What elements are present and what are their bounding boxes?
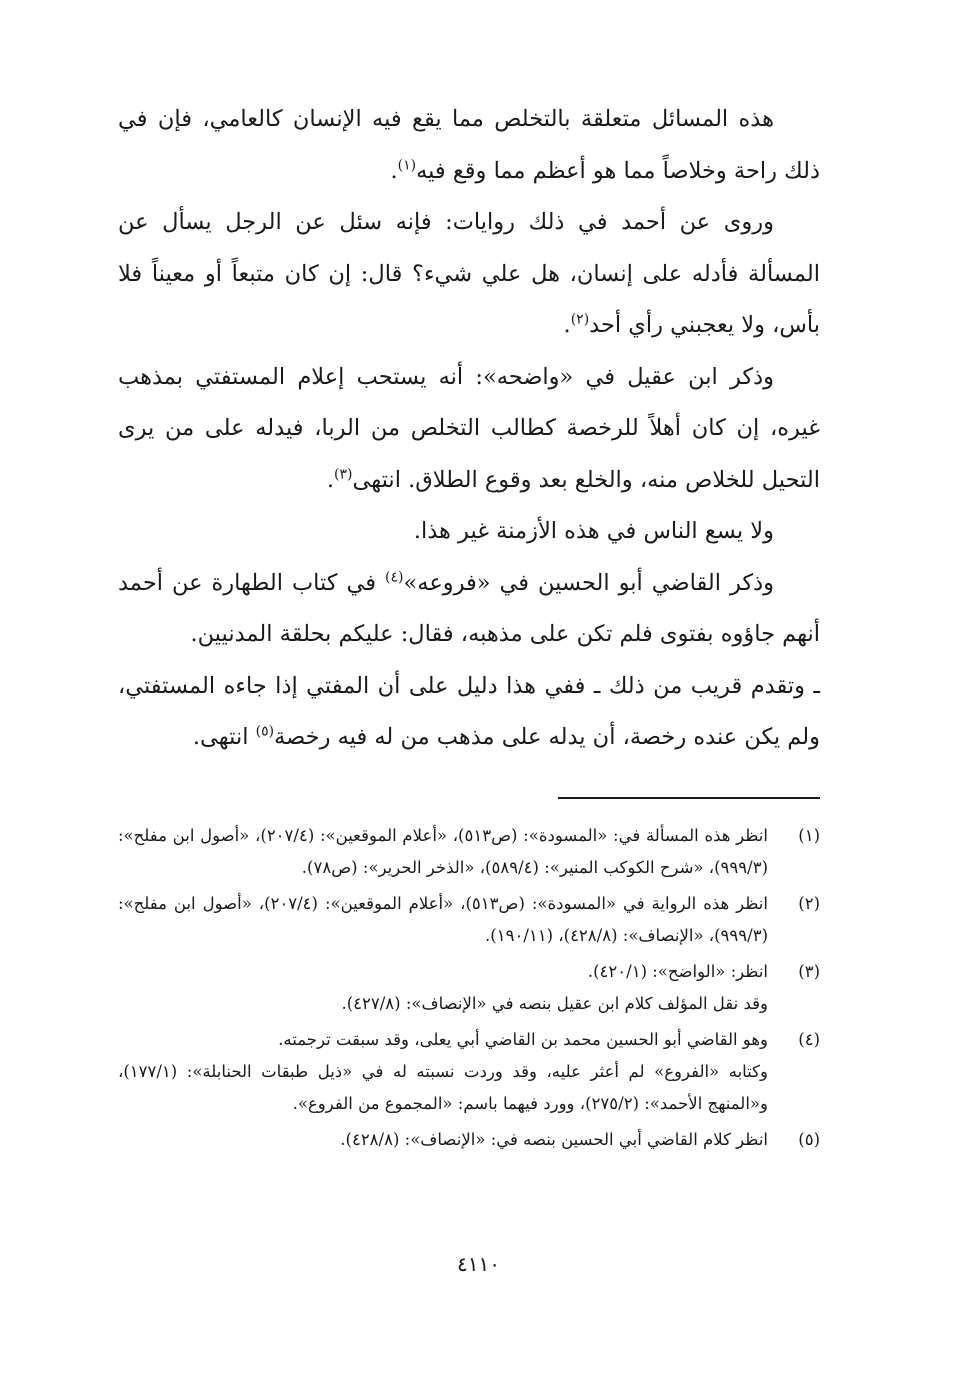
paragraph-2-text: وروى عن أحمد في ذلك روايات: فإنه سئل عن الرجل يسأل عن المسألة فأدله على إنسان، هل علي شيء؟ قال: إن كان متبعاً أو معيناً فلا بأس، ولا يعجبني رأي أحد xyxy=(118,209,820,338)
footnote-line: وقد نقل المؤلف كلام ابن عقيل بنصه في «الإنصاف»: (٤٢٧/٨). xyxy=(341,994,768,1013)
paragraph-5 xyxy=(118,558,820,661)
footnote-body xyxy=(118,956,768,1020)
footnote-body xyxy=(118,888,768,952)
paragraph-5-text-b: في كتاب الطهارة عن أحمد أنهم جاؤوه بفتوى فلم تكن على مذهبه، فقال: عليكم بحلقة المدنيين. xyxy=(118,569,820,647)
footnote-ref-5[interactable]: (٥) xyxy=(255,723,275,740)
paragraph-6-text-a: ـ وتقدم قريب من ذلك ـ ففي هذا دليل على أن المفتي إذا جاءه المستفتي، ولم يكن عنده رخصة، أن يدله على مذهب من له فيه رخصة xyxy=(118,672,820,750)
footnote-body xyxy=(118,1124,768,1156)
paragraph-3 xyxy=(118,352,820,507)
footnote-number: (٢) xyxy=(798,894,820,913)
paragraph-4-text: ولا يسع الناس في هذه الأزمنة غير هذا. xyxy=(413,518,774,544)
paragraph-1 xyxy=(118,94,820,197)
footnotes xyxy=(118,820,820,1160)
paragraph-6-text-b: انتهى. xyxy=(192,724,256,750)
footnote-5 xyxy=(118,1124,820,1156)
paragraph-3-text: وذكر ابن عقيل في «واضحه»: أنه يستحب إعلام المستفتي بمذهب غيره، إن كان أهلاً للرخصة كطالب التخلص من الربا، فيدله على من يرى التحيل للخلاص منه، والخلع بعد وقوع الطلاق. انتهى xyxy=(118,363,820,493)
footnote-ref-1[interactable]: (١) xyxy=(397,157,417,173)
footnote-body xyxy=(118,1024,768,1120)
footnote-line: وكتابه «الفروع» لم أعثر عليه، وقد وردت نسبته له في «ذيل طبقات الحنابلة»: (١٧٧/١)، و«المنهج الأحمد»: (٢٧٥/٢)، وورد فيهما باسم: «المجموع من الفروع». xyxy=(118,1062,768,1113)
footnote-number: (١) xyxy=(798,826,820,845)
paragraph-1-text: هذه المسائل متعلقة بالتخلص مما يقع فيه الإنسان كالعامي، فإن في ذلك راحة وخلاصاً مما هو أعظم مما وقع فيه xyxy=(118,106,820,184)
footnote-line: انظر كلام القاضي أبي الحسين بنصه في: «الإنصاف»: (٤٢٨/٨). xyxy=(340,1130,768,1149)
footnote-2 xyxy=(118,888,820,952)
footnote-line: انظر هذه المسألة في: «المسودة»: (ص٥١٣)، «أعلام الموقعين»: (٢٠٧/٤)، «أصول ابن مفلح»: (٩٩٩/٣)، «شرح الكوكب المنير»: (٥٨٩/٤)، «الذخر الحرير»: (ص٧٨). xyxy=(118,826,768,877)
paragraph-2 xyxy=(118,197,820,352)
footnote-ref-2[interactable]: (٢) xyxy=(570,311,590,328)
footnote-ref-4[interactable]: (٤) xyxy=(385,569,404,585)
footnote-number: (٣) xyxy=(798,962,820,981)
footnote-line: وهو القاضي أبو الحسين محمد بن القاضي أبي يعلى، وقد سبقت ترجمته. xyxy=(278,1030,768,1049)
page-number: ٤١١٠ xyxy=(457,1252,500,1276)
footnote-body xyxy=(118,820,768,884)
footnote-separator xyxy=(558,797,820,799)
paragraph-4 xyxy=(118,506,820,558)
footnote-ref-3[interactable]: (٣) xyxy=(334,466,353,482)
paragraph-6 xyxy=(118,661,820,764)
footnote-1 xyxy=(118,820,820,884)
paragraph-3-end: . xyxy=(326,466,335,493)
paragraph-1-end: . xyxy=(390,157,398,184)
paragraph-5-text-a: وذكر القاضي أبو الحسين في «فروعه» xyxy=(403,569,774,596)
footnote-number: (٥) xyxy=(798,1130,820,1149)
footnote-line: انظر: «الواضح»: (٤٢٠/١). xyxy=(587,962,768,981)
footnote-number: (٤) xyxy=(798,1030,820,1049)
main-text xyxy=(118,94,820,764)
footnote-3 xyxy=(118,956,820,1020)
footnote-line: انظر هذه الرواية في «المسودة»: (ص٥١٣)، «أعلام الموقعين»: (٢٠٧/٤)، «أصول ابن مفلح»: (٩٩٩/٣)، «الإنصاف»: (٤٢٨/٨)، (١٩٠/١١). xyxy=(118,894,768,945)
footnote-4 xyxy=(118,1024,820,1120)
paragraph-2-end: . xyxy=(563,312,571,338)
